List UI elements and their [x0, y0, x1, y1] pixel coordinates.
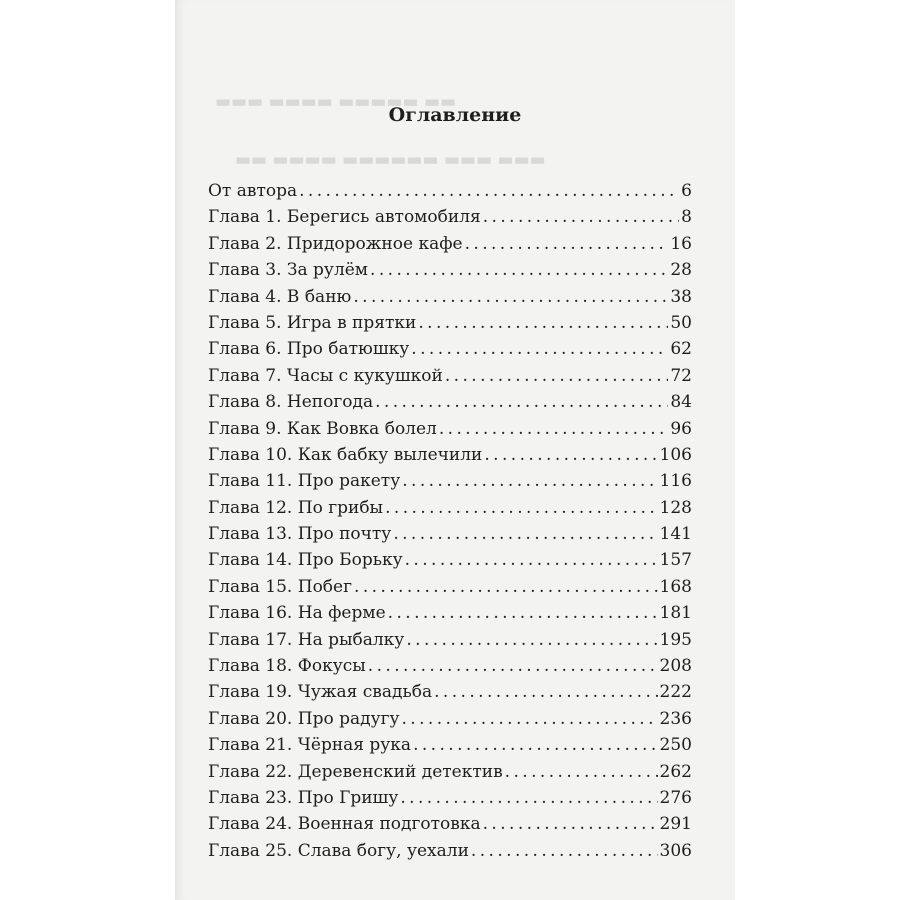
- page-number: 141: [659, 524, 692, 545]
- chapter-title: Глава 24. Военная подготовка: [208, 814, 481, 835]
- page-number: 116: [659, 471, 692, 492]
- toc-row: [208, 231, 692, 257]
- chapter-title: Глава 22. Деревенский детектив: [208, 761, 503, 782]
- page-number: 6: [681, 181, 692, 201]
- toc-row: [208, 178, 692, 204]
- toc-row: [208, 521, 692, 547]
- chapter-title: Глава 6. Про батюшку: [208, 339, 410, 360]
- chapter-title: Глава 8. Непогода: [208, 392, 374, 413]
- toc-row: [208, 811, 692, 837]
- toc-row: [208, 310, 692, 336]
- chapter-title: Глава 3. За рулём: [208, 260, 369, 281]
- dot-leader: [375, 389, 668, 415]
- dot-leader: [483, 204, 679, 230]
- page-number: 168: [659, 576, 692, 597]
- chapter-title: Глава 4. В баню: [208, 286, 352, 307]
- chapter-title: Глава 1. Берегись автомобиля: [208, 207, 481, 228]
- dot-leader: [411, 336, 668, 362]
- toc-row: [208, 416, 692, 442]
- page-number: 128: [659, 497, 692, 518]
- dot-leader: [401, 706, 657, 732]
- toc-row: [208, 495, 692, 521]
- toc-row: [208, 284, 692, 310]
- dot-leader: [353, 284, 668, 310]
- chapter-title: Глава 25. Слава богу, уехали: [208, 840, 469, 861]
- page-number: 306: [659, 840, 692, 861]
- chapter-title: Глава 21. Чёрная рука: [208, 735, 412, 756]
- toc-row: [208, 468, 692, 494]
- toc-row: [208, 679, 692, 705]
- toc-row: [208, 363, 692, 389]
- chapter-title: Глава 16. На ферме: [208, 603, 386, 624]
- dot-leader: [484, 442, 657, 468]
- dot-leader: [393, 521, 657, 547]
- chapter-title: Глава 14. Про Борьку: [208, 550, 403, 571]
- chapter-title: Глава 2. Придорожное кафе: [208, 233, 463, 254]
- dot-leader: [385, 495, 657, 521]
- toc-row: [208, 785, 692, 811]
- page-number: 222: [659, 682, 692, 703]
- toc-row: [208, 732, 692, 758]
- toc-row: [208, 838, 692, 864]
- dot-leader: [299, 178, 679, 204]
- chapter-title: Глава 13. Про почту: [208, 524, 392, 545]
- chapter-title: Глава 9. Как Вовка болел: [208, 418, 437, 439]
- page-number: 181: [659, 603, 692, 624]
- dot-leader: [368, 653, 658, 679]
- dot-leader: [405, 547, 658, 573]
- chapter-title: Глава 17. На рыбалку: [208, 629, 405, 650]
- toc-row: [208, 600, 692, 626]
- page-number: 28: [670, 260, 692, 281]
- page-number: 236: [659, 708, 692, 729]
- toc-row: [208, 627, 692, 653]
- chapter-title: Глава 19. Чужая свадьба: [208, 682, 433, 703]
- chapter-title: Глава 7. Часы с кукушкой: [208, 365, 443, 386]
- chapter-title: Глава 11. Про ракету: [208, 471, 401, 492]
- toc-row: [208, 706, 692, 732]
- dot-leader: [483, 811, 658, 837]
- page-number: 38: [670, 286, 692, 307]
- toc-row: [208, 759, 692, 785]
- bleed-through-text: ▬▬ ▬▬▬▬ ▬▬▬▬▬▬ ▬▬▬ ▬▬▬: [235, 150, 546, 170]
- chapter-title: От автора: [208, 181, 298, 201]
- chapter-title: Глава 15. Побег: [208, 576, 353, 597]
- dot-leader: [505, 759, 658, 785]
- toc-title: Оглавление: [388, 104, 522, 126]
- toc-row: [208, 442, 692, 468]
- dot-leader: [439, 416, 669, 442]
- chapter-title: Глава 12. По грибы: [208, 497, 384, 518]
- dot-leader: [434, 679, 657, 705]
- page-number: 195: [659, 629, 692, 650]
- toc-row: [208, 257, 692, 283]
- book-page: [175, 0, 735, 900]
- page-number: 62: [670, 339, 692, 360]
- toc-row: [208, 204, 692, 230]
- chapter-title: Глава 5. Игра в прятки: [208, 312, 417, 333]
- page-number: 262: [659, 761, 692, 782]
- chapter-title: Глава 10. Как бабку вылечили: [208, 444, 483, 465]
- dot-leader: [465, 231, 669, 257]
- dot-leader: [402, 468, 657, 494]
- page-number: 8: [681, 207, 692, 228]
- table-of-contents: [208, 178, 692, 864]
- chapter-title: Глава 23. Про Гришу: [208, 787, 399, 808]
- dot-leader: [471, 838, 658, 864]
- page-number: 276: [659, 787, 692, 808]
- dot-leader: [370, 257, 668, 283]
- dot-leader: [388, 600, 658, 626]
- dot-leader: [413, 732, 657, 758]
- toc-row: [208, 547, 692, 573]
- page-number: 250: [659, 735, 692, 756]
- page-number: 50: [670, 312, 692, 333]
- page-number: 72: [670, 365, 692, 386]
- chapter-title: Глава 18. Фокусы: [208, 656, 366, 677]
- page-number: 208: [659, 656, 692, 677]
- dot-leader: [354, 574, 658, 600]
- page-number: 291: [659, 814, 692, 835]
- bleed-through-text: ▬▬▬ ▬▬▬▬ ▬▬▬▬▬ ▬▬: [215, 92, 457, 112]
- dot-leader: [445, 363, 669, 389]
- dot-leader: [400, 785, 657, 811]
- toc-row: [208, 336, 692, 362]
- page-number: 157: [659, 550, 692, 571]
- toc-row: [208, 574, 692, 600]
- chapter-title: Глава 20. Про радугу: [208, 708, 400, 729]
- page-number: 106: [659, 444, 692, 465]
- toc-row: [208, 389, 692, 415]
- dot-leader: [406, 627, 657, 653]
- page-number: 16: [670, 233, 692, 254]
- toc-row: [208, 653, 692, 679]
- page-number: 84: [670, 392, 692, 413]
- page-number: 96: [670, 418, 692, 439]
- dot-leader: [418, 310, 668, 336]
